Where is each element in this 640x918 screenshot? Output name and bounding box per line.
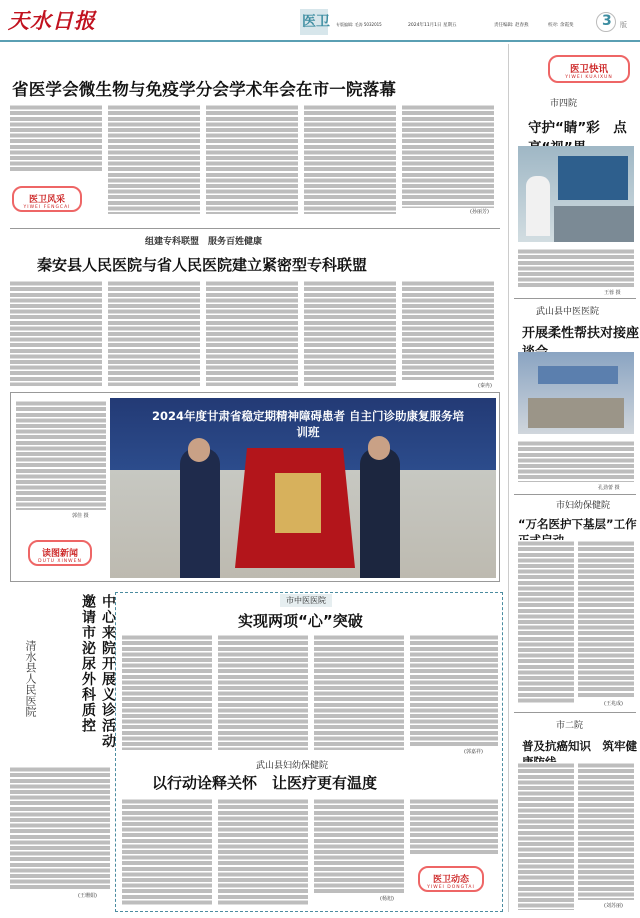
wushan-mch-hospital: 武山县妇幼保健院 (256, 761, 329, 771)
photo-caption-byline: 郭佳 摄 (72, 513, 89, 519)
alliance-byline: (秦冉) (478, 383, 492, 389)
lead-col-4 (304, 104, 396, 214)
wushan-col-4 (410, 798, 498, 854)
qingshui-headline: 中心来院开展义诊活动 邀请市泌尿外科质控 (80, 594, 116, 765)
page-suffix: 版 (620, 21, 627, 29)
lead-headline: 省医学会微生物与免疫学分会学术年会在市一院落幕 (12, 80, 397, 99)
section-sub: 专版编辑: 毛涛 5032015 (336, 22, 382, 27)
plaque (275, 473, 321, 533)
badge-dutu-title: 读图新闻 (41, 549, 78, 559)
person-right (360, 448, 400, 578)
city-mch-col-1 (518, 540, 574, 704)
alliance-col-5 (402, 280, 494, 380)
qingshui-byline: (王珊娟) (78, 893, 97, 899)
badge-kuaixun-en: YIWEI KUAIXUN (565, 75, 613, 80)
alliance-col-1 (10, 280, 102, 386)
meeting-table (528, 398, 624, 428)
qingshui-body (10, 766, 110, 890)
qingshui-hospital: 清水县人民医院 (24, 640, 37, 717)
fourth-caption (518, 248, 634, 288)
mid-col-2 (218, 634, 308, 750)
right-divider-3 (514, 712, 636, 713)
divider-1 (10, 228, 500, 229)
fourth-hospital: 市四院 (550, 99, 578, 109)
mid-headline: 实现两项“心”突破 (238, 612, 363, 630)
badge-dongtai-en: YIWEI DONGTAI (427, 885, 475, 890)
wushan-tcm-hospital: 武山县中医医院 (536, 307, 600, 317)
second-headline: 普及抗癌知识 筑牢健 (522, 739, 637, 753)
right-divider-2 (514, 494, 636, 495)
alliance-col-3 (206, 280, 298, 386)
page-number: 3 (602, 13, 612, 29)
second-col-2 (578, 762, 634, 900)
doctor-figure (526, 176, 550, 236)
lead-col-3 (206, 104, 298, 214)
wushan-col-3 (314, 798, 404, 894)
badge-fengcai-en: YIWEI FENGCAI (23, 205, 71, 210)
wushan-tcm-headline: 开展柔性帮扶对接座 (522, 326, 640, 341)
badge-kuaixun (548, 55, 630, 83)
badge-dongtai (418, 866, 484, 892)
screen-board (558, 156, 628, 200)
alliance-headline: 秦安县人民医院与省人民医院建立紧密型专科联盟 (37, 256, 368, 274)
audience (554, 206, 634, 242)
lead-col-2 (108, 104, 200, 214)
wushan-mch-byline: (杨旭) (380, 896, 394, 902)
badge-fengcai (12, 186, 82, 212)
lead-byline: (孙丽芳) (470, 209, 489, 215)
person-right-head (368, 436, 390, 460)
second-byline: (刘苏丽) (604, 903, 623, 909)
city-mch-byline: (王兆成) (604, 701, 623, 707)
fourth-photo (518, 146, 634, 242)
second-hospital: 市二院 (556, 721, 584, 731)
alliance-col-2 (108, 280, 200, 386)
mid-col-3 (314, 634, 404, 750)
right-divider-1 (514, 298, 636, 299)
photo-caption (16, 400, 106, 510)
badge-dongtai-title: 医卫动态 (432, 875, 469, 885)
city-mch-headline: “万名医护下基层”工作 (518, 517, 637, 531)
second-col-1 (518, 762, 574, 910)
wushan-col-1 (122, 798, 212, 906)
city-mch-col-2 (578, 540, 634, 698)
badge-dutu (28, 540, 92, 566)
mid-byline: (郭嘉祥) (464, 749, 483, 755)
wushan-tcm-photo (518, 352, 634, 434)
section-title: 医卫 (302, 14, 330, 30)
meeting-banner (538, 366, 618, 384)
editor: 责任编辑: 赵春燕 (494, 23, 529, 28)
badge-kuaixun-title: 医卫快讯 (569, 64, 608, 75)
right-column-divider (508, 44, 509, 912)
badge-dutu-en: DUTU XINWEN (38, 559, 82, 564)
paper-name: 天水日报 (8, 9, 96, 33)
lead-col-5 (402, 104, 494, 208)
fourth-caption-byline: 王蓉 摄 (604, 290, 621, 296)
checker: 校对: 余霞斐 (548, 23, 574, 28)
badge-fengcai-title: 医卫风采 (28, 195, 65, 205)
fourth-headline: 守护“睛”彩 点 (528, 120, 627, 136)
photo-banner-text: 2024年度甘肃省稳定期精神障碍患者 自主门诊助康复服务培训班 (151, 409, 464, 439)
mid-col-1 (122, 634, 212, 750)
mid-col-4 (410, 634, 498, 746)
wushan-mch-headline: 以行动诠释关怀 让医疗更有温度 (152, 774, 378, 792)
person-left-head (188, 438, 210, 462)
wushan-tcm-caption-byline: 孔劲蕾 摄 (598, 485, 620, 491)
alliance-col-4 (304, 280, 396, 386)
issue-date: 2024年11月1日 星期五 (408, 23, 457, 28)
city-mch-hospital: 市妇幼保健院 (556, 501, 611, 511)
wushan-tcm-caption (518, 440, 634, 482)
mid-hospital: 市中医医院 (280, 594, 332, 607)
alliance-kicker: 组建专科联盟 服务百姓健康 (145, 237, 263, 247)
lead-col-1 (10, 104, 102, 172)
wushan-col-2 (218, 798, 308, 906)
masthead-rule (0, 40, 640, 42)
ceremony-photo (110, 398, 496, 578)
person-left (180, 448, 220, 578)
